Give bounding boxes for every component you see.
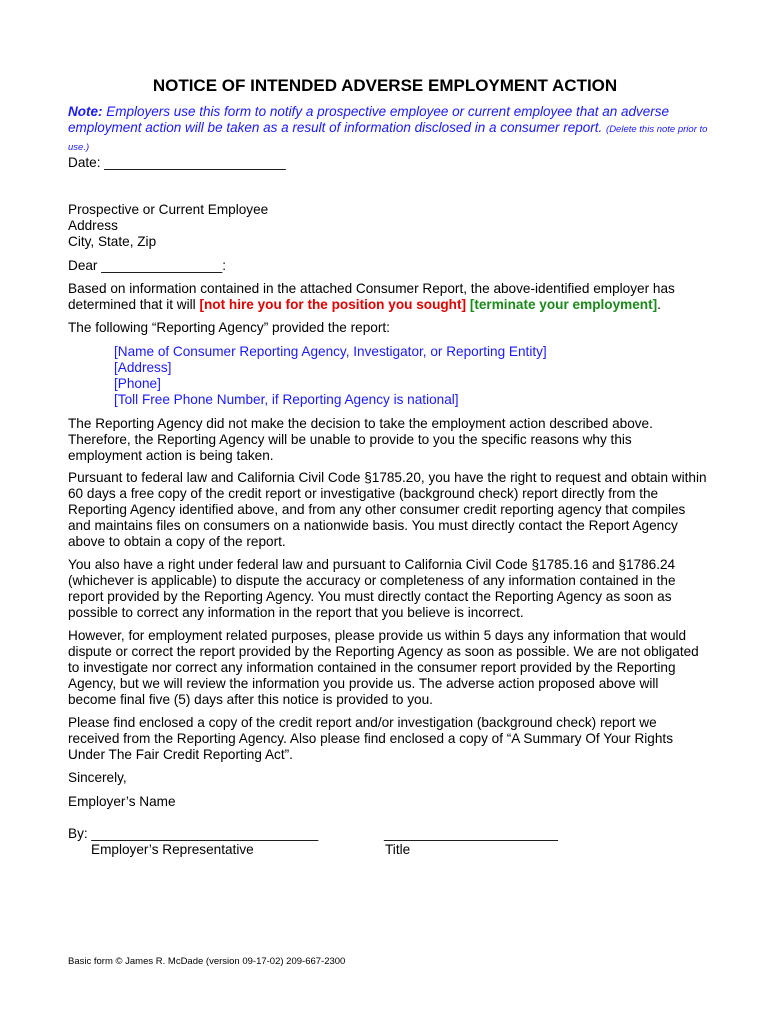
document-title: NOTICE OF INTENDED ADVERSE EMPLOYMENT ACTION <box>152 76 618 95</box>
address-line-3: City, State, Zip <box>68 234 157 249</box>
paragraph-1-end: . <box>657 297 661 312</box>
signature-line: By: ______________________________ <box>68 826 319 841</box>
note-small-text: (Delete this note prior to use.) <box>68 124 708 153</box>
agency-address: [Address] <box>114 360 172 375</box>
agency-phone: [Phone] <box>114 376 161 391</box>
paragraph-1 <box>68 281 708 313</box>
address-line-1: Prospective or Current Employee <box>68 202 269 217</box>
title-label: Title <box>385 842 411 857</box>
paragraph-2: The following “Reporting Agency” provided the report: <box>68 320 390 335</box>
paragraph-6: However, for employment related purposes, please provide us within 5 days any information that would dispute or correct the report provided by the Reporting Agency as soon as possible. We are not obligated to investigate nor correct any information contained in the consumer report provided by the Reporting Agency, but we will review the information you provide us. The adverse action proposed above will become final five (5) days after this notice is provided to you. <box>68 628 699 707</box>
address-line-2: Address <box>68 218 118 233</box>
closing: Sincerely, <box>68 770 127 785</box>
title-line: _______________________ <box>384 826 558 841</box>
salutation: Dear ________________: <box>68 258 226 273</box>
agency-name: [Name of Consumer Reporting Agency, Investigator, or Reporting Entity] <box>114 344 547 359</box>
option-not-hire: [not hire you for the position you sought] <box>199 297 467 312</box>
paragraph-1-text: Based on information contained in the attached Consumer Report, the above-identified employer has determined that it will <box>68 281 675 312</box>
note-label: Note: <box>68 104 103 119</box>
option-terminate: [terminate your employment] <box>469 297 658 312</box>
paragraph-4: Pursuant to federal law and California Civil Code §1785.20, you have the right to request and obtain within 60 days a free copy of the credit report or investigative (background check) report directly from the Reporting Agency identified above, and from any other consumer credit reporting agency that compiles and maintains files on consumers on a nationwide basis. You must directly contact the Report Agency above to obtain a copy of the report. <box>68 470 707 549</box>
instruction-note <box>68 104 708 156</box>
employer-name: Employer’s Name <box>68 794 176 809</box>
paragraph-3: The Reporting Agency did not make the decision to take the employment action described above. Therefore, the Reporting Agency will be unable to provide to you the specific reasons why this employment action is being taken. <box>68 416 653 463</box>
address-block <box>68 202 708 250</box>
paragraph-5: You also have a right under federal law and pursuant to California Civil Code §1785.16 and §1786.24 (whichever is applicable) to dispute the accuracy or completeness of any information contained in the report provided by the Reporting Agency. You must directly contact the Reporting Agency as soon as possible to correct any information in the report that you believe is incorrect. <box>68 557 676 620</box>
agency-block <box>114 344 754 408</box>
agency-toll-free: [Toll Free Phone Number, if Reporting Agency is national] <box>114 392 459 407</box>
representative-label: Employer’s Representative <box>91 842 254 857</box>
footer-copyright: Basic form © James R. McDade (version 09-17-02) 209-667-2300 <box>68 956 346 967</box>
note-text: Employers use this form to notify a prospective employee or current employee that an adverse employment action will be taken as a result of information disclosed in a consumer report. <box>68 104 670 135</box>
date-line: Date: ________________________ <box>68 155 286 170</box>
paragraph-7: Please find enclosed a copy of the credit report and/or investigation (background check) report we received from the Reporting Agency. Also please find enclosed a copy of “A Summary Of Your Rights Under The Fair Credit Reporting Act”. <box>68 715 673 762</box>
